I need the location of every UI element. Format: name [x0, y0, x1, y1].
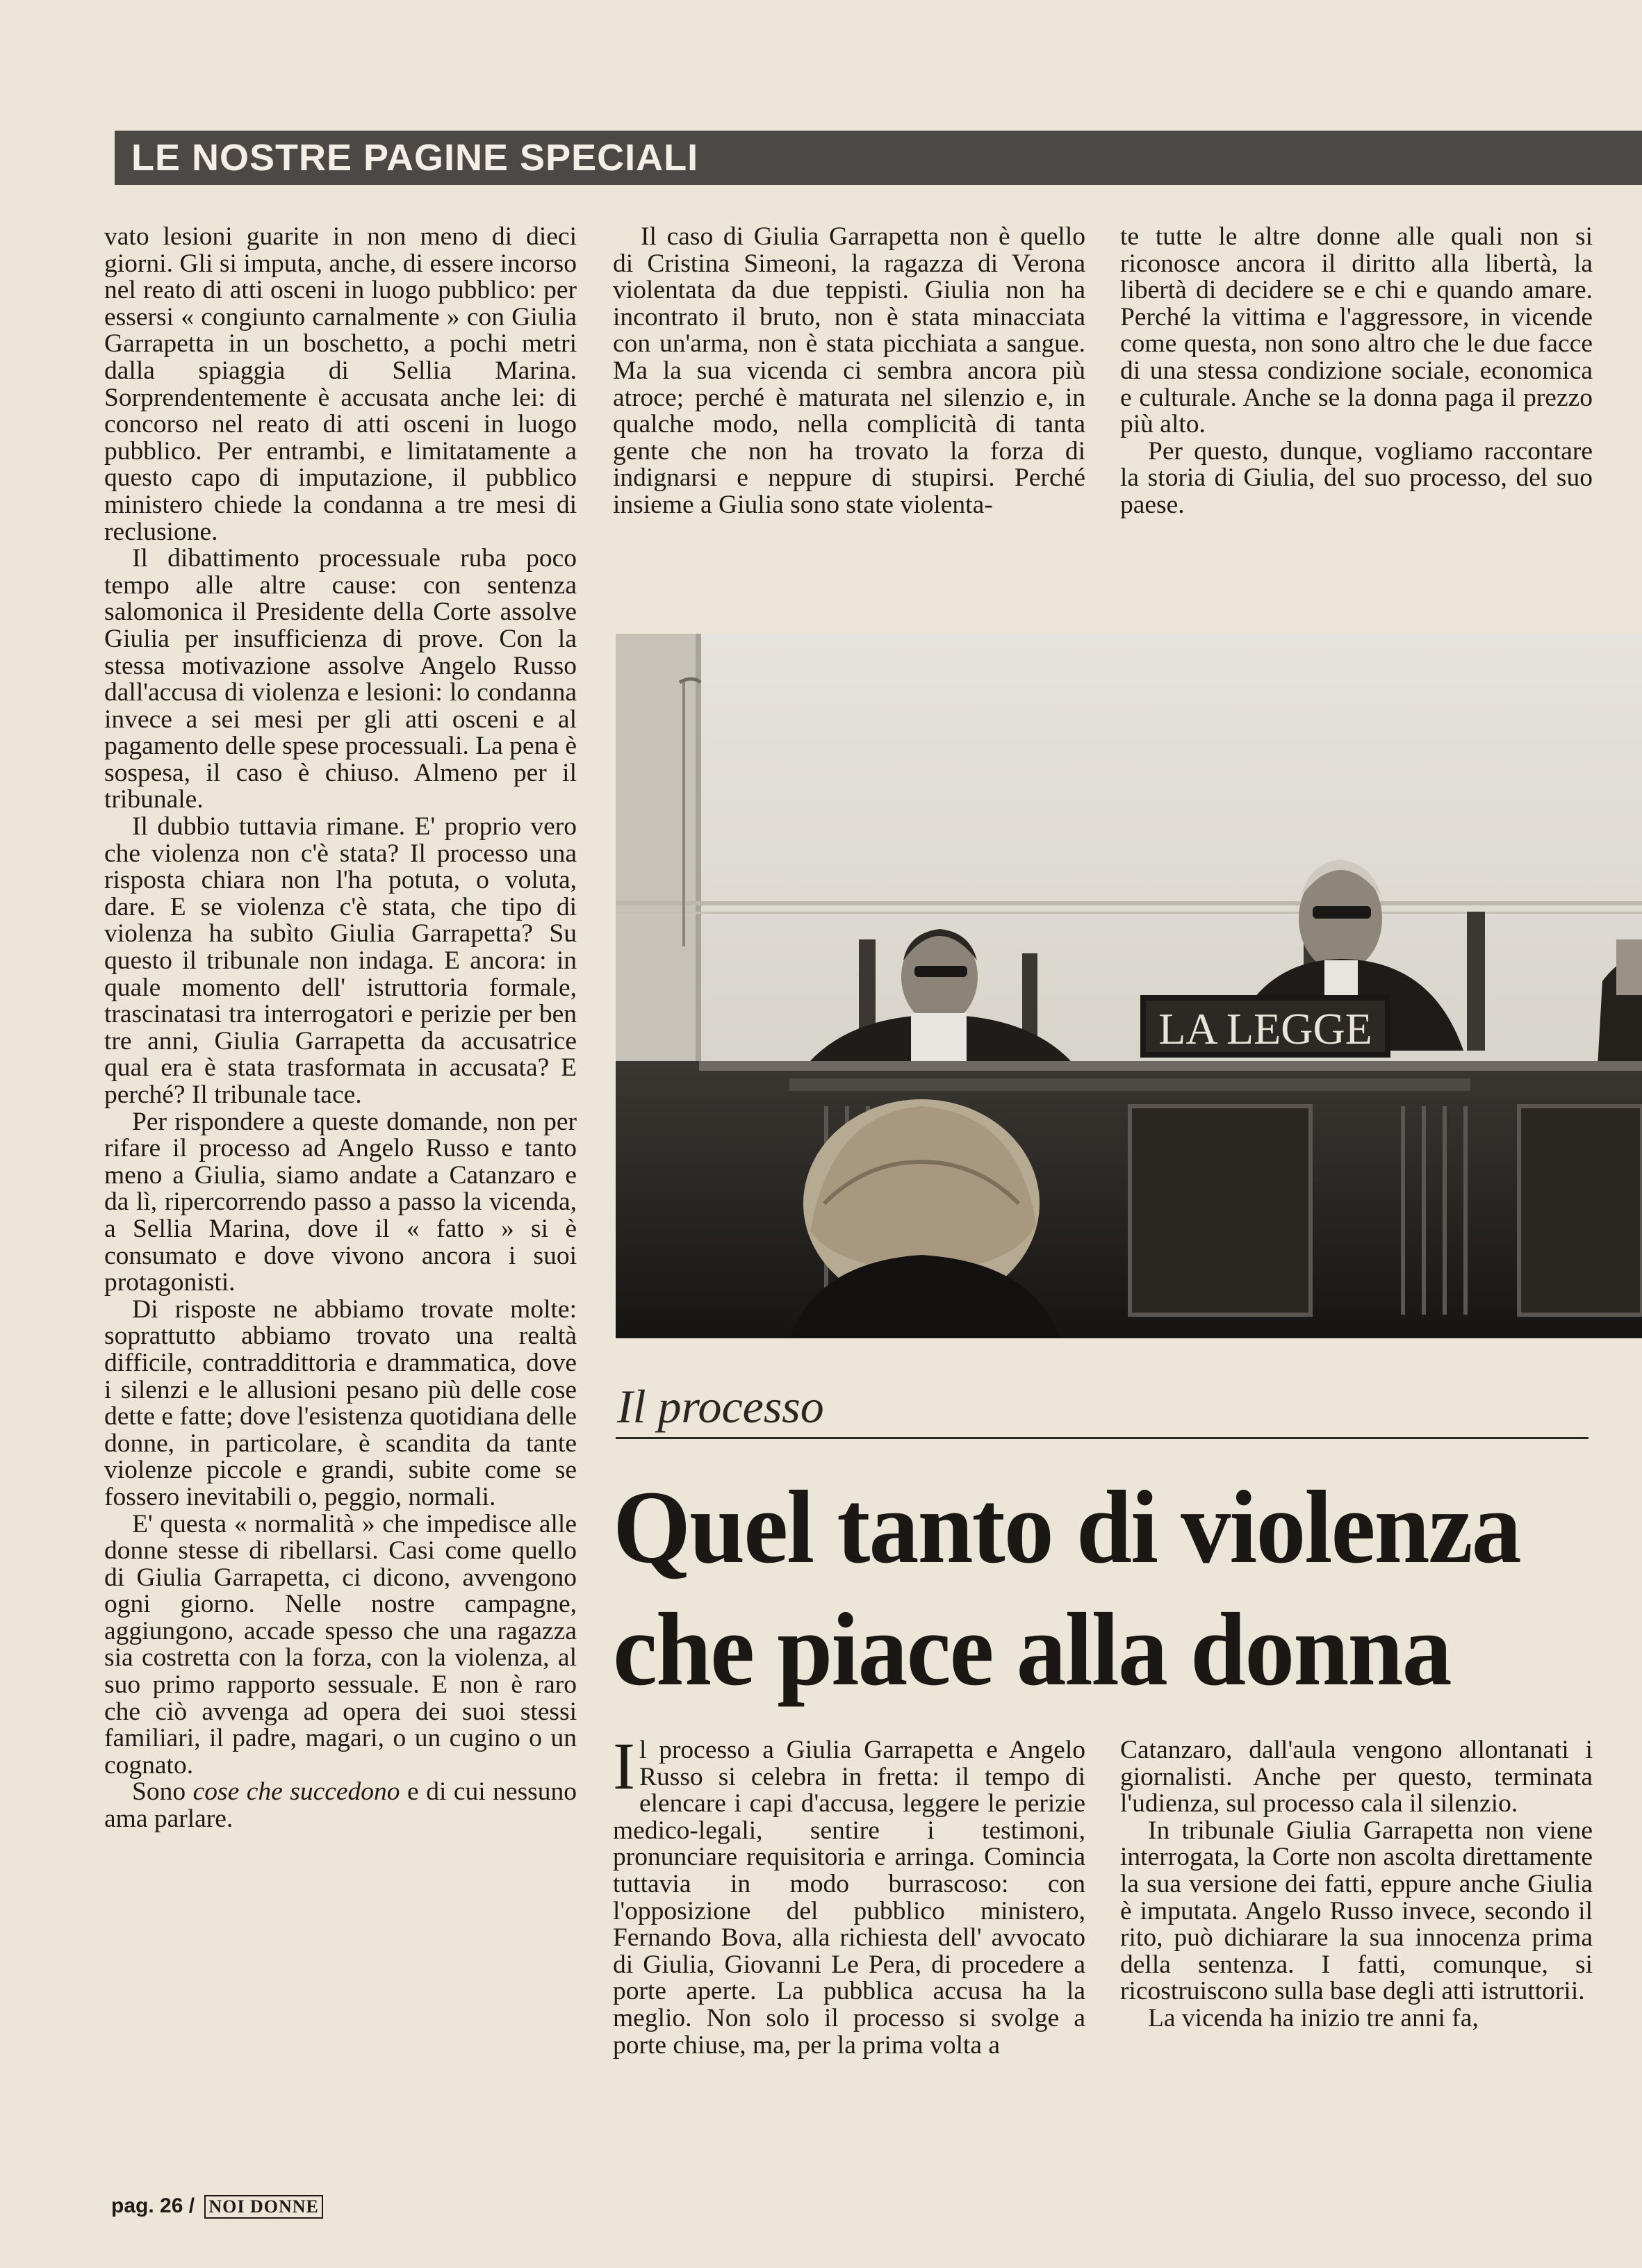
drop-cap: I [613, 1729, 635, 1803]
paragraph: Di risposte ne abbiamo trovate molte: soprattutto abbiamo trovato una realtà difficile, contraddittoria e drammatica, dove i silenzi e le allusioni pesano più delle cose dette e fatte; dove l'esistenza quotidiana delle donne, in particolare, è scandita da tante violenze piccole e grandi, subite come se fossero inevitabili o, peggio, normali. [104, 1295, 577, 1511]
section-banner [115, 131, 1642, 185]
paragraph: Il processo a Giulia Garrapetta e Angelo Russo si celebra in fretta: il tempo di elencare i capi d'accusa, leggere le perizie medico-legali, sentire i testimoni, pronunciare requisitoria e arringa. Comincia tuttavia in modo burrascoso: con l'opposizione del pubblico ministero, Fernando Bova, alla richiesta dell' avvocato di Giulia, Giovanni Le Pera, di procedere a porte aperte. La pubblica accusa ha la meglio. Non solo il processo si svolge a porte chiuse, ma, per la prima volta a [613, 1729, 1085, 2060]
paragraph: La vicenda ha inizio tre anni fa, [1148, 2003, 1479, 2032]
italic-phrase: cose che succedono [192, 1777, 400, 1807]
text-column-2 [613, 224, 1085, 519]
article-column-1 [613, 1729, 1085, 2060]
page-footer [111, 2194, 323, 2219]
headline-line-1: Quel tanto di violenza [613, 1470, 1520, 1585]
section-kicker: Il processo [617, 1380, 824, 1433]
article-headline [613, 1466, 1580, 1711]
paragraph: In tribunale Giulia Garrapetta non viene interrogata, la Corte non ascolta direttamente la sua versione dei fatti, eppure anche Giulia è imputata. Angelo Russo invece, secondo il rito, può dichiarare la sua innocenza prima della sentenza. I fatti, comunque, si ricostruiscono sulla base degli atti istruttorii. [1120, 1816, 1593, 2006]
article-column-2 [1120, 1737, 1593, 2032]
section-banner-label: LE NOSTRE PAGINE SPECIALI [131, 137, 699, 179]
paragraph: Il dibattimento processuale ruba poco tempo alle altre cause: con sentenza salomonica il Presidente della Corte assolve Giulia per insufficienza di prove. Con la stessa motivazione assolve Angelo Russo dall'accusa di violenza e lesioni: lo condanna invece a sei mesi per gli atti osceni e al pagamento delle spese processuali. La pena è sospesa, il caso è chiuso. Almeno per il tribunale. [104, 544, 577, 814]
paragraph: Per questo, dunque, vogliamo raccontare la storia di Giulia, del suo processo, del suo paese. [1120, 436, 1593, 519]
headline-line-2: che piace alla donna [613, 1592, 1451, 1707]
bench-sign: LA LEGGE [1158, 1004, 1372, 1053]
paragraph: te tutte le altre donne alle quali non si riconosce ancora il diritto alla libertà, la libertà di decidere se e chi e quando amare. Perché la vittima e l'aggressore, in vicende come questa, non sono altro che le due facce di una stessa condizione sociale, economica e culturale. Anche se la donna paga il prezzo più alto. [1120, 222, 1593, 439]
paragraph: Il dubbio tuttavia rimane. E' proprio vero che violenza non c'è stata? Il processo una risposta chiara non l'ha potuta, o voluta, dare. E se violenza c'è stata, che tipo di violenza ha subìto Giulia Garrapetta? Su questo il tribunale non indaga. E ancora: in quale momento dell' istruttoria formale, trascinatasi tra interrogatori e perizie per ben tre anni, Giulia Garrapetta da accusatrice qual era è stata trasformata in accusata? E perché? Il tribunale tace. [104, 812, 577, 1109]
page-number: pag. 26 / [111, 2194, 195, 2217]
paragraph: Catanzaro, dall'aula vengono allontanati i giornalisti. Anche per questo, terminata l'udienza, sul processo cala il silenzio. [1120, 1736, 1593, 1818]
courtroom-photo [616, 634, 1642, 1338]
paragraph: Per rispondere a queste domande, non per rifare il processo ad Angelo Russo e tanto meno a Giulia, siamo andate a Catanzaro e da lì, ripercorrendo passo a passo la vicenda, a Sellia Marina, dove il « fatto » si è consumato e dove vivono ancora i suoi protagonisti. [104, 1107, 577, 1297]
kicker-rule [616, 1437, 1588, 1439]
paragraph: E' questa « normalità » che impedisce alle donne stesse di ribellarsi. Casi come quello di Giulia Garrapetta, ci dicono, avvengono ogni giorno. Nelle nostre campagne, aggiungono, accade spesso che una ragazza sia costretta con la forza, con la violenza, al suo primo rapporto sessuale. E non è raro che ciò avvenga ad opera dei suoi stessi familiari, il padre, magari, o un cugino o un cognato. [104, 1509, 577, 1780]
text-column-1 [104, 224, 577, 1833]
paragraph: Il caso di Giulia Garrapetta non è quello di Cristina Simeoni, la ragazza di Verona violentata da due teppisti. Giulia non ha incontrato il bruto, non è stata minacciata con un'arma, non è stata picchiata a sangue. Ma la sua vicenda ci sembra ancora più atroce; perché è maturata nel silenzio e, in qualche modo, nella complicità di tanta gente che non ha trovato la forza di indignarsi e neppure di stupirsi. Perché insieme a Giulia sono state violenta- [613, 222, 1085, 519]
paragraph: Sono cose che succedono e di cui nessuno ama parlare. [104, 1777, 577, 1834]
magazine-logo: NOI DONNE [204, 2195, 323, 2219]
paragraph: vato lesioni guarite in non meno di dieci giorni. Gli si imputa, anche, di essere incorso nel reato di atti osceni in luogo pubblico: per essersi « congiunto carnalmente » con Giulia Garrapetta in un boschetto, a pochi metri dalla spiaggia di Sellia Marina. Sorprendentemente è accusata anche lei: di concorso nel reato di atti osceni in luogo pubblico. Per entrambi, e limitatamente a questo capo di imputazione, il pubblico ministero chiede la condanna a tre mesi di reclusione. [104, 222, 577, 546]
text-column-3 [1120, 224, 1593, 519]
